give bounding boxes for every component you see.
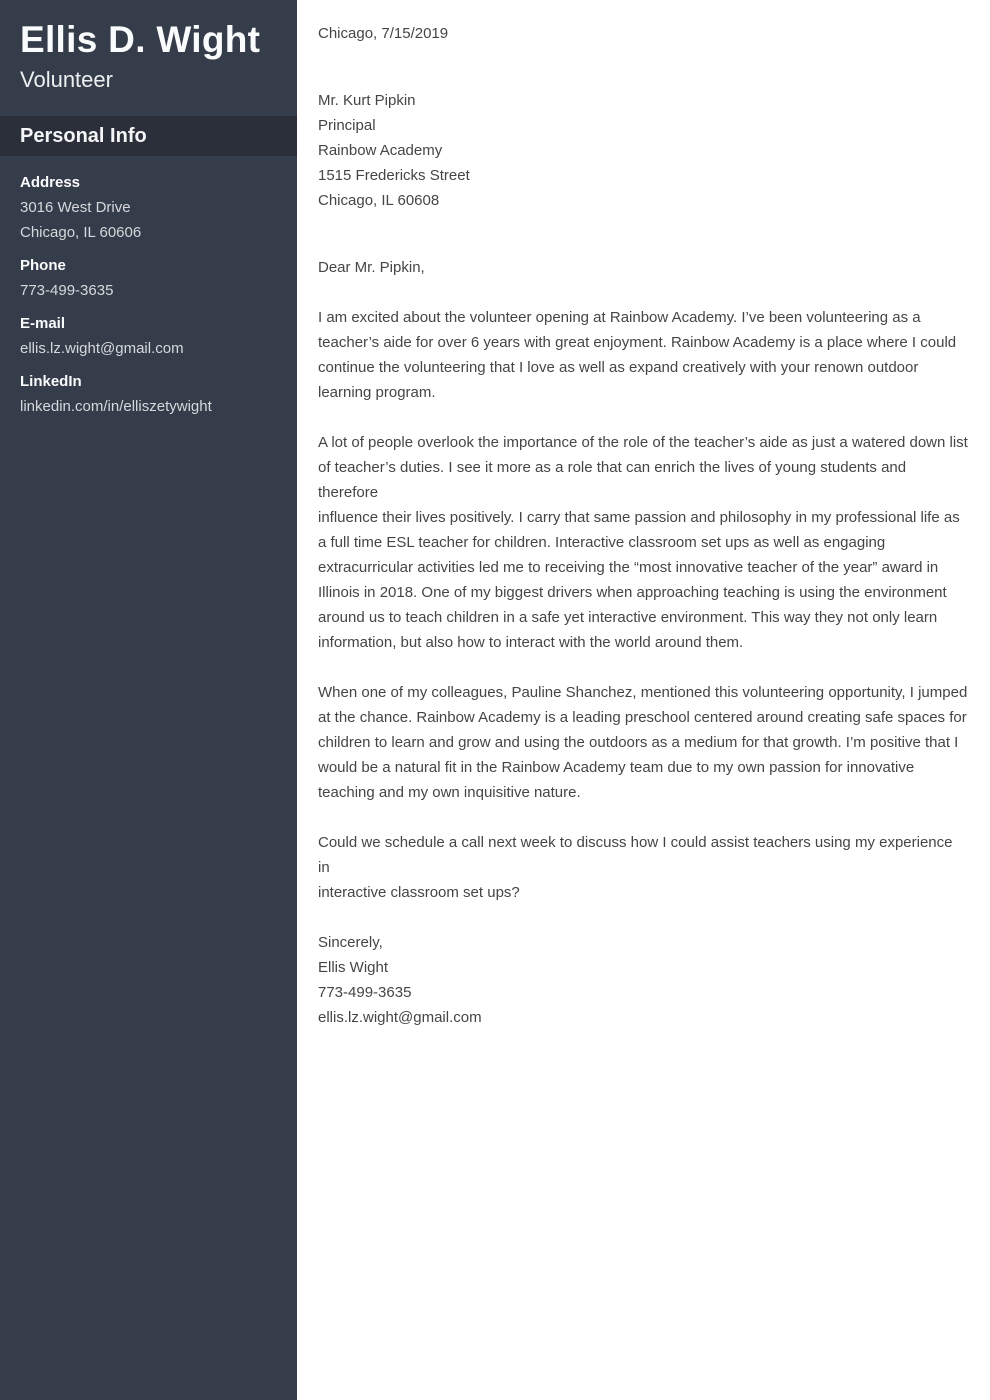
personal-info-field <box>20 170 277 245</box>
paragraph-line: When one of my colleagues, Pauline Shanchez, mentioned this volunteering opportunity, I jumped <box>318 684 968 701</box>
field-value-line: linkedin.com/in/elliszetywight <box>20 398 212 415</box>
letter-paragraphs <box>318 305 968 905</box>
paragraph-line: learning program. <box>318 384 436 401</box>
field-value-line: ellis.lz.wight@gmail.com <box>20 340 184 357</box>
paragraph-line: extracurricular activities led me to receiving the “most innovative teacher of the year” award in <box>318 559 939 576</box>
closing-line: 773-499-3635 <box>318 984 412 1001</box>
paragraph-line: a full time ESL teacher for children. Interactive classroom set ups as well as engaging <box>318 534 886 551</box>
closing-line: Sincerely, <box>318 934 383 951</box>
paragraph-line: would be a natural fit in the Rainbow Academy team due to my own passion for innovative <box>318 759 915 776</box>
date-line: Chicago, 7/15/2019 <box>318 25 449 42</box>
paragraph <box>318 830 968 905</box>
recipient-line: Chicago, IL 60608 <box>318 192 440 209</box>
person-role: Volunteer <box>20 67 113 92</box>
recipient-line: Rainbow Academy <box>318 142 443 159</box>
salutation: Dear Mr. Pipkin, <box>318 259 425 276</box>
person-name: Ellis D. Wight <box>20 19 261 60</box>
field-label: LinkedIn <box>20 373 82 390</box>
recipient-block <box>318 88 968 213</box>
personal-info-heading: Personal Info <box>0 116 297 156</box>
paragraph-line: at the chance. Rainbow Academy is a leading preschool centered around creating safe spaces for <box>318 709 967 726</box>
personal-info-fields <box>0 156 297 419</box>
personal-info-field <box>20 369 277 419</box>
paragraph-line: I am excited about the volunteer opening at Rainbow Academy. I’ve been volunteering as a <box>318 309 921 326</box>
paragraph <box>318 305 968 405</box>
closing-line: Ellis Wight <box>318 959 389 976</box>
field-value-line: 3016 West Drive <box>20 199 131 216</box>
personal-info-field <box>20 253 277 303</box>
field-value-line: Chicago, IL 60606 <box>20 224 142 241</box>
paragraph-line: influence their lives positively. I carry that same passion and philosophy in my professional life as <box>318 509 960 526</box>
closing-line: ellis.lz.wight@gmail.com <box>318 1009 482 1026</box>
letter-body <box>297 0 990 1400</box>
field-label: Address <box>20 174 81 191</box>
paragraph-line: information, but also how to interact with the world around them. <box>318 634 744 651</box>
paragraph-line: interactive classroom set ups? <box>318 884 520 901</box>
paragraph-line: Illinois in 2018. One of my biggest drivers when approaching teaching is using the environment <box>318 584 947 601</box>
sidebar <box>0 0 297 1400</box>
paragraph-line: children to learn and grow and using the outdoors as a medium for that growth. I’m positive that I <box>318 734 959 751</box>
paragraph-line: Could we schedule a call next week to discuss how I could assist teachers using my experience in <box>318 834 953 876</box>
paragraph-line: teacher’s aide for over 6 years with great enjoyment. Rainbow Academy is a place where I could <box>318 334 957 351</box>
field-label: E-mail <box>20 315 66 332</box>
field-label: Phone <box>20 257 66 274</box>
personal-info-field <box>20 311 277 361</box>
recipient-line: 1515 Fredericks Street <box>318 167 470 184</box>
closing-block <box>318 930 968 1030</box>
paragraph-line: of teacher’s duties. I see it more as a role that can enrich the lives of young students and therefore <box>318 459 907 501</box>
paragraph-line: around us to teach children in a safe yet interactive environment. This way they not only learn <box>318 609 938 626</box>
recipient-line: Principal <box>318 117 376 134</box>
field-value-line: 773-499-3635 <box>20 282 114 299</box>
paragraph-line: A lot of people overlook the importance of the role of the teacher’s aide as just a watered down list <box>318 434 968 451</box>
recipient-line: Mr. Kurt Pipkin <box>318 92 416 109</box>
paragraph <box>318 680 968 805</box>
paragraph-line: teaching and my own inquisitive nature. <box>318 784 581 801</box>
paragraph-line: continue the volunteering that I love as well as expand creatively with your renown outdoor <box>318 359 919 376</box>
paragraph <box>318 430 968 655</box>
